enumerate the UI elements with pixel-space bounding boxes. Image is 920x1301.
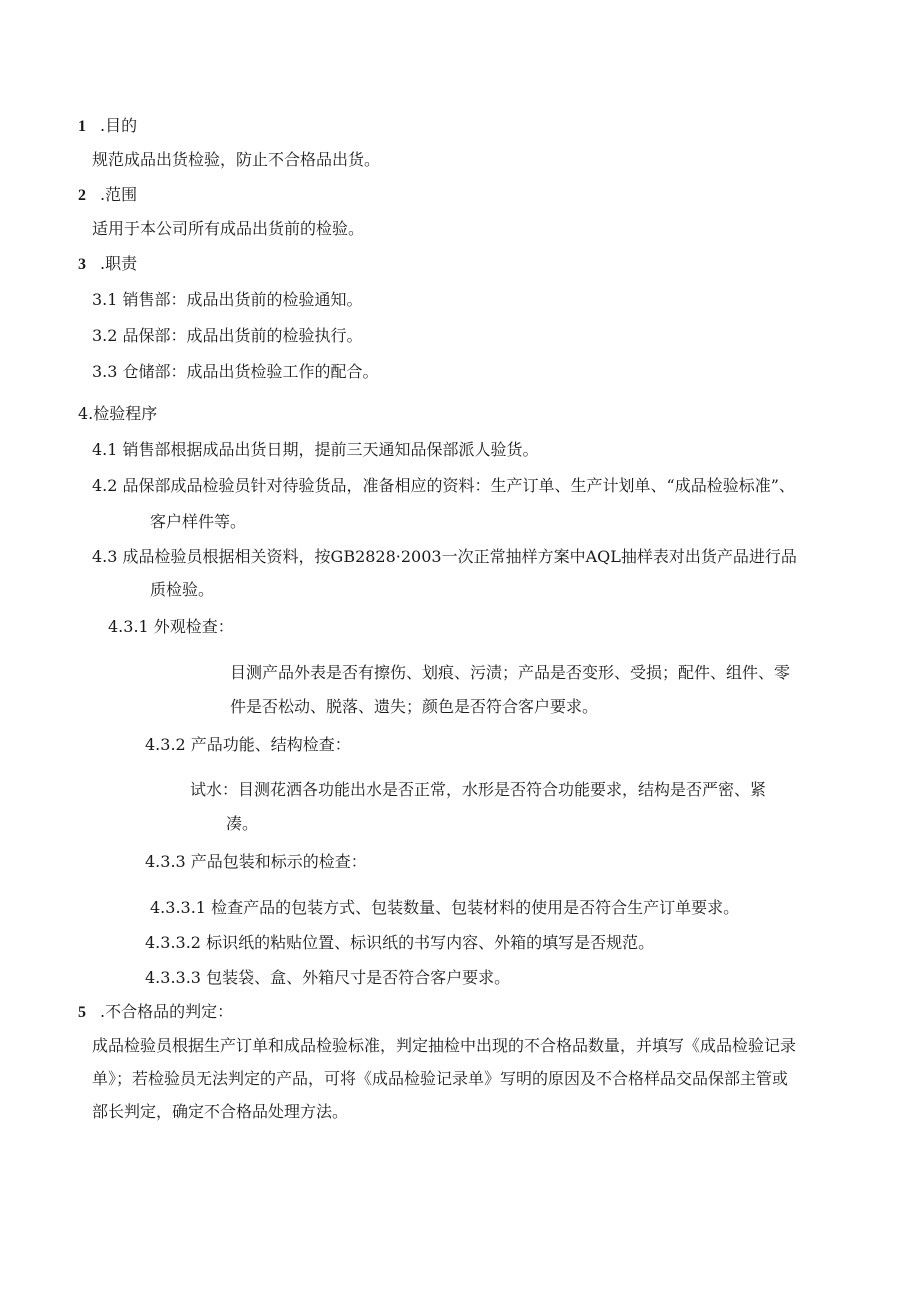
- para-4-2-line1: 4.2 品保部成品检验员针对待验货品，准备相应的资料：生产订单、生产计划单、“成品检验标准”、: [92, 476, 795, 495]
- section-1-body: 规范成品出货检验，防止不合格品出货。: [92, 150, 381, 169]
- section-2-heading: [78, 185, 137, 206]
- para-4-3-1-line2: 件是否松动、脱落、遗失；颜色是否符合客户要求。: [230, 697, 599, 716]
- section-5-number: 5: [78, 1004, 86, 1021]
- para-4-3-2-line2: 凑。: [226, 814, 259, 833]
- section-3-heading: [78, 254, 137, 275]
- section-5-line3: 部长判定，确定不合格品处理方法。: [92, 1102, 349, 1121]
- section-1-number: 1: [78, 118, 86, 135]
- section-5-line2: 单》；若检验员无法判定的产品，可将《成品检验记录单》写明的原因及不合格样品交品保部主管或: [92, 1069, 789, 1088]
- section-3-item: 3.1 销售部：成品出货前的检验通知。: [92, 290, 363, 309]
- para-4-3-3-2: 4.3.3.2 标识纸的粘贴位置、标识纸的书写内容、外箱的填写是否规范。: [145, 933, 655, 952]
- para-4-3-3-title: 4.3.3 产品包装和标示的检查：: [145, 852, 367, 871]
- para-4-3-1-line1: 目测产品外表是否有擦伤、划痕、污渍；产品是否变形、受损；配件、组件、零: [230, 663, 791, 682]
- section-5-line1: 成品检验员根据生产订单和成品检验标准，判定抽检中出现的不合格品数量，并填写《成品检验记录: [92, 1036, 797, 1055]
- section-1-title: .目的: [100, 116, 138, 135]
- para-4-3-3-3: 4.3.3.3 包装袋、盒、外箱尺寸是否符合客户要求。: [145, 968, 511, 987]
- para-4-3-line2: 质检验。: [150, 580, 215, 599]
- section-4-title: 4.检验程序: [78, 404, 158, 423]
- para-4-3-3-1: 4.3.3.1 检查产品的包装方式、包装数量、包装材料的使用是否符合生产订单要求。: [150, 898, 740, 917]
- section-3-number: 3: [78, 256, 86, 273]
- section-5-heading: [78, 1002, 233, 1023]
- para-4-2-line2: 客户样件等。: [150, 512, 247, 531]
- section-3-item: 3.3 仓储部：成品出货检验工作的配合。: [92, 362, 379, 381]
- para-4-3-2-title: 4.3.2 产品功能、结构检查：: [145, 735, 351, 754]
- para-4-3-2-line1: 试水：目测花洒各功能出水是否正常，水形是否符合功能要求，结构是否严密、紧: [190, 780, 767, 799]
- section-3-title: .职责: [100, 254, 138, 273]
- para-4-3-1-title: 4.3.1 外观检查：: [108, 617, 234, 636]
- para-4-1: 4.1 销售部根据成品出货日期，提前三天通知品保部派人验货。: [92, 440, 539, 459]
- section-2-number: 2: [78, 187, 86, 204]
- section-1-heading: [78, 116, 137, 137]
- para-4-3-line1: 4.3 成品检验员根据相关资料，按GB2828·2003一次正常抽样方案中AQL抽样表对出货产品进行品: [92, 547, 797, 566]
- section-2-title: .范围: [100, 185, 138, 204]
- section-5-title: .不合格品的判定：: [100, 1002, 234, 1021]
- section-2-body: 适用于本公司所有成品出货前的检验。: [92, 219, 365, 238]
- section-3-item: 3.2 品保部：成品出货前的检验执行。: [92, 326, 363, 345]
